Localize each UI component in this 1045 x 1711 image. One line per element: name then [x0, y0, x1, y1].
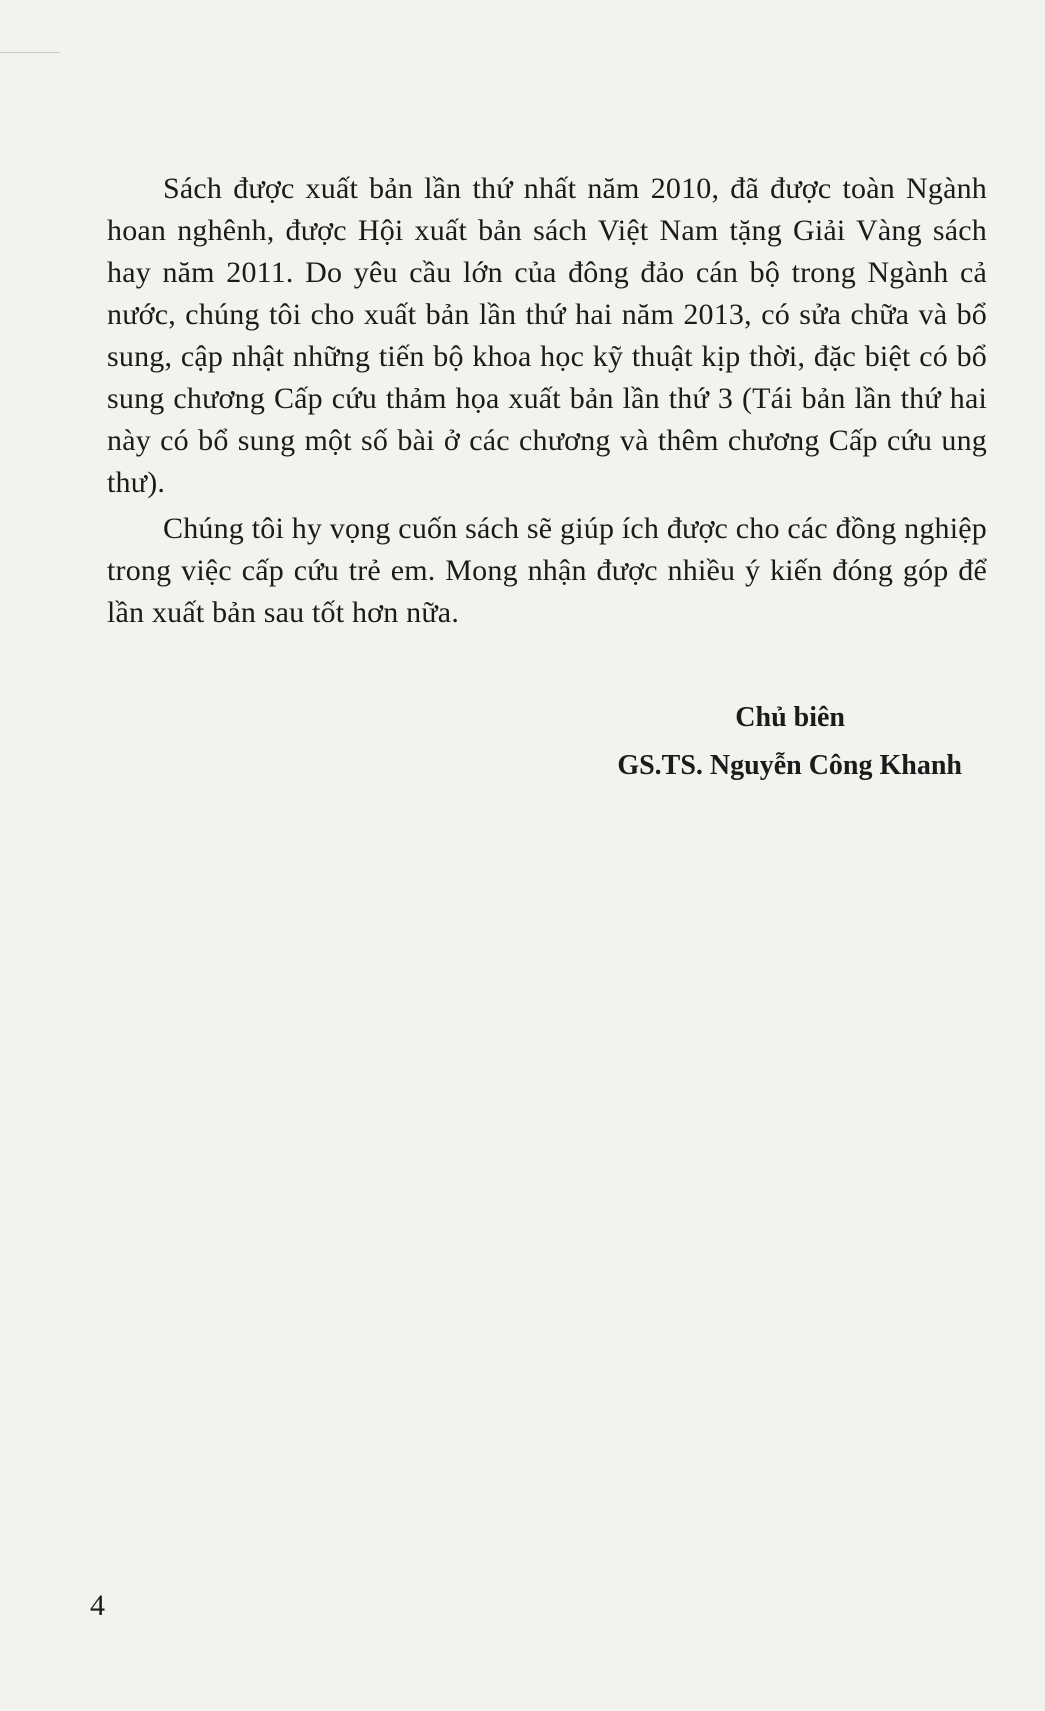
page-edge-mark	[0, 52, 60, 53]
signature-name: GS.TS. Nguyễn Công Khanh	[617, 750, 962, 781]
body-text	[107, 168, 987, 634]
signature-title: Chủ biên	[735, 702, 845, 733]
paragraph-publication-history: Sách được xuất bản lần thứ nhất năm 2010, đã được toàn Ngành hoan nghênh, được Hội xuất bản sách Việt Nam tặng Giải Vàng sách hay năm 2011. Do yêu cầu lớn của đông đảo cán bộ trong Ngành cả nước, chúng tôi cho xuất bản lần thứ hai năm 2013, có sửa chữa và bổ sung, cập nhật những tiến bộ khoa học kỹ thuật kịp thời, đặc biệt có bổ sung chương Cấp cứu thảm họa xuất bản lần thứ 3 (Tái bản lần thứ hai này có bổ sung một số bài ở các chương và thêm chương Cấp cứu ung thư).	[107, 172, 987, 499]
page-number: 4	[90, 1589, 105, 1622]
paragraph-closing-wish: Chúng tôi hy vọng cuốn sách sẽ giúp ích được cho các đồng nghiệp trong việc cấp cứu trẻ em. Mong nhận được nhiều ý kiến đóng góp để lần xuất bản sau tốt hơn nữa.	[107, 512, 987, 629]
